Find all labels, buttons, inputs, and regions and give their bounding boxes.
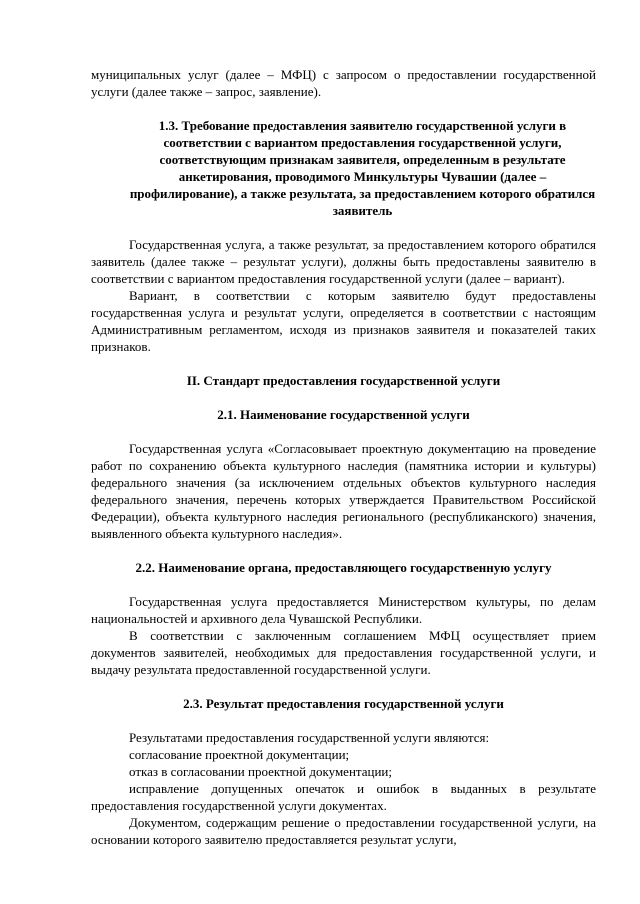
list-item-refusal: отказ в согласовании проектной документации;	[129, 764, 392, 779]
paragraph-result-definition: Государственная услуга, а также результат, за предоставлением которого обратился заявитель (далее также – результат услуги), должны быть предоставлены заявителю в соответствии с вариантом предоставления государственной услуги (далее – вариант).	[91, 237, 596, 286]
document-page	[91, 66, 596, 848]
paragraph-decision-document: Документом, содержащим решение о предоставлении государственной услуги, на основании которого заявителю предоставляется результат услуги,	[91, 815, 596, 847]
paragraph-continuation: муниципальных услуг (далее – МФЦ) с запросом о предоставлении государственной услуги (далее также – запрос, заявление).	[91, 67, 596, 99]
paragraph-results-intro: Результатами предоставления государственной услуги являются:	[129, 730, 490, 745]
chapter-heading-ii: II. Стандарт предоставления государственной услуги	[186, 373, 501, 388]
section-heading-2-2: 2.2. Наименование органа, предоставляющего государственную услугу	[135, 560, 552, 575]
paragraph-ministry: Государственная услуга предоставляется Министерством культуры, по делам национальностей и архивного дела Чувашской Республики.	[91, 594, 596, 626]
list-item-approval: согласование проектной документации;	[129, 747, 350, 762]
section-heading-2-1: 2.1. Наименование государственной услуги	[217, 407, 470, 422]
list-item-corrections: исправление допущенных опечаток и ошибок в выданных в результате предоставления государственной услуги документах.	[91, 781, 596, 813]
paragraph-service-name: Государственная услуга «Согласовывает проектную документацию на проведение работ по сохранению объекта культурного наследия (памятника истории и культуры) федерального значения (за исключением отдельных объектов культурного наследия федерального значения, перечень которых утверждается Правительством Российской Федерации), объекта культурного наследия регионального (республиканского) значения, выявленного объекта культурного наследия».	[91, 441, 596, 541]
paragraph-mfc-agreement: В соответствии с заключенным соглашением МФЦ осуществляет прием документов заявителей, необходимых для предоставления государственной услуги, и выдачу результата предоставленной государственной услуги.	[91, 628, 596, 677]
paragraph-variant-definition: Вариант, в соответствии с которым заявителю будут предоставлены государственная услуга и результат услуги, определяется в соответствии с настоящим Административным регламентом, исходя из признаков заявителя и показателей таких признаков.	[91, 288, 596, 354]
section-heading-1-3: 1.3. Требование предоставления заявителю государственной услуги в соответствии с вариантом предоставления государственной услуги, соответствующим признакам заявителя, определенным в результате анкетирования, проводимого Минкультуры Чувашии (далее – профилирование), а также результата, за предоставлением которого обратился заявитель	[129, 118, 596, 218]
section-heading-2-3: 2.3. Результат предоставления государственной услуги	[183, 696, 504, 711]
